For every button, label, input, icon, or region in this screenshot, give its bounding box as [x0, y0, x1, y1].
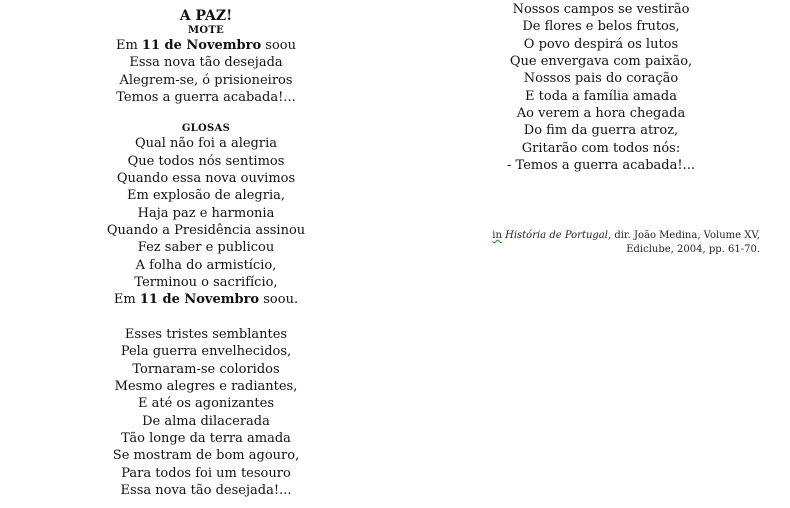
verse-line: [0, 89, 412, 106]
left-column: [0, 8, 412, 499]
verse-text: Em: [115, 38, 142, 53]
verse-text: Quando a Presidência assinou: [106, 223, 306, 239]
verse-line: [0, 170, 412, 187]
verse-line: [0, 274, 412, 291]
verse-text: E até os agonizantes: [137, 396, 275, 412]
verse-text: Haja paz e harmonia: [137, 205, 275, 221]
verse-text: Alegrem-se, ó prisioneiros: [119, 72, 293, 88]
verse-text: Tornaram-se coloridos: [132, 361, 280, 377]
verse-line: [0, 239, 412, 256]
verse-line: [0, 187, 412, 204]
verse-line: [0, 222, 412, 239]
verse-text: Quando essa nova ouvimos: [116, 171, 296, 187]
verse-text: Nossos pais do coração: [523, 71, 679, 87]
verse-text: Pela guerra envelhecidos,: [120, 344, 292, 360]
citation-publisher: Ediclube, 2004, pp. 61-70.: [626, 244, 760, 255]
verse-text: Em explosão de alegria,: [127, 188, 285, 204]
verse-line: [0, 395, 412, 412]
verse-text: Essa nova tão desejada!...: [120, 482, 292, 498]
verse-text: E toda a família amada: [525, 88, 677, 104]
verse-line: [0, 447, 412, 464]
verse-text: De flores e belos frutos,: [522, 19, 680, 35]
glosa-stanza-3: [412, 1, 790, 174]
verse-line: [0, 343, 412, 360]
verse-line: [412, 53, 790, 70]
verse-text: Do fim da guerra atroz,: [523, 123, 679, 139]
verse-line: [0, 326, 412, 343]
right-column: [412, 1, 790, 174]
verse-text: Esses tristes semblantes: [124, 326, 288, 342]
verse-text: Mesmo alegres e radiantes,: [114, 378, 298, 394]
verse-line: [412, 157, 790, 174]
verse-text: De alma dilacerada: [142, 413, 270, 429]
verse-line: [0, 291, 412, 308]
verse-line: [412, 122, 790, 139]
verse-line: [0, 465, 412, 482]
glosa-stanza-1: [0, 135, 412, 308]
verse-text: soou: [261, 38, 297, 53]
verse-line: [0, 257, 412, 274]
verse-text: Que todos nós sentimos: [127, 153, 285, 169]
verse-date-bold: 11 de Novembro: [139, 292, 260, 308]
verse-line: [412, 140, 790, 157]
verse-line: [412, 88, 790, 105]
verse-line: [0, 135, 412, 152]
verse-text: Fez saber e publicou: [137, 240, 275, 256]
verse-text: O povo despirá os lutos: [523, 36, 679, 52]
verse-line: [0, 37, 412, 54]
verse-text: Essa nova tão desejada: [129, 55, 283, 71]
source-citation: [460, 229, 760, 257]
verse-line: [412, 1, 790, 18]
citation-book-title: História de Portugal: [505, 230, 608, 241]
verse-line: [0, 430, 412, 447]
verse-text: Terminou o sacrifício,: [134, 275, 278, 291]
verse-text: Que envergava com paixão,: [509, 54, 693, 70]
citation-details: , dir. João Medina, Volume XV,: [607, 230, 760, 241]
verse-line: [412, 36, 790, 53]
verse-text: soou.: [259, 292, 299, 308]
verse-text: Gritarão com todos nós:: [521, 140, 681, 156]
verse-line: [0, 72, 412, 89]
verse-text: Para todos foi um tesouro: [121, 465, 291, 481]
verse-line: [0, 482, 412, 499]
verse-line: [0, 205, 412, 222]
verse-line: [412, 70, 790, 87]
poem-title: A PAZ!: [179, 8, 233, 24]
verse-line: [0, 413, 412, 430]
verse-text: Em: [113, 292, 140, 308]
verse-line: [412, 18, 790, 35]
verse-text: A folha do armistício,: [135, 257, 277, 273]
verse-text: Se mostram de bom agouro,: [112, 448, 300, 464]
verse-line: [0, 54, 412, 71]
verse-text: Tão longe da terra amada: [121, 430, 291, 446]
verse-line: [0, 153, 412, 170]
verse-text: Temos a guerra acabada!...: [116, 90, 296, 106]
citation-in: in: [492, 230, 502, 241]
verse-line: [412, 105, 790, 122]
verse-date-bold: 11 de Novembro: [141, 38, 262, 53]
verse-line: [0, 378, 412, 395]
verse-text: Nossos campos se vestirão: [512, 2, 690, 17]
glosas-label: GLOSAS: [181, 123, 231, 135]
glosa-stanza-2: [0, 326, 412, 499]
verse-text: Ao verem a hora chegada: [516, 106, 686, 122]
mote-stanza: [0, 37, 412, 106]
mote-label: MOTE: [187, 25, 225, 36]
verse-line: [0, 361, 412, 378]
verse-text: Qual não foi a alegria: [134, 136, 277, 152]
verse-text: - Temos a guerra acabada!...: [507, 158, 695, 174]
